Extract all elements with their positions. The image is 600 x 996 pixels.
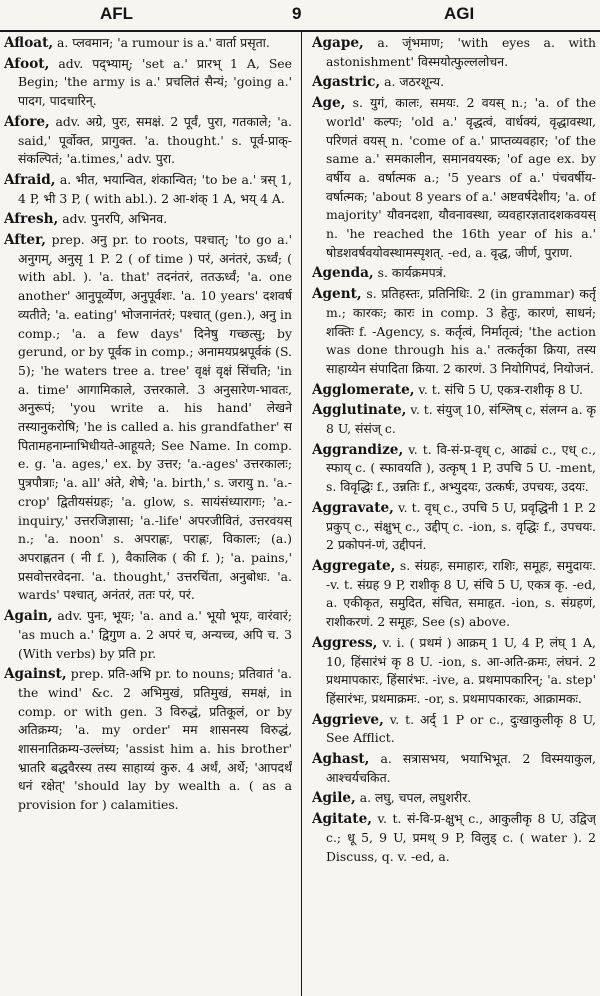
dictionary-entry — [312, 94, 596, 262]
dictionary-entry — [312, 499, 596, 555]
entry-headword: Agitate, — [312, 811, 372, 828]
entry-definition: a. जठरशून्य. — [384, 74, 445, 90]
dictionary-entry — [312, 73, 596, 92]
entry-headword: Agglomerate, — [312, 381, 415, 398]
entry-definition: a. जृंभमाण; 'with eyes a. with astonishment' विस्मयोत्फुल्ललोचन. — [326, 35, 596, 69]
entry-headword: Agape, — [312, 35, 364, 51]
dictionary-entry — [312, 711, 596, 748]
dictionary-entry — [312, 264, 596, 283]
entry-definition: prep. प्रति-अभि pr. to nouns; प्रतिवातं 'a. the wind' &c. 2 अभिमुखं, प्रतिमुखं, समक्षं, in comp. or with gen. 3 विरुद्धं, प्रतिकूलं, or by अतिक्रम्य; 'a. my order' मम शासनस्य विरुद्धं, शासनातिक्रम्य-उल्लंघ्य; 'assist him a. his brother' भ्रातरि बद्धवैरस्य तस्य साहाय्यं कुरु. 4 अर्थं, अर्थे; 'आपदर्थं धनं रक्षेत्' 'should lay by wealth a. ( as a provision for ) calamities. — [18, 666, 292, 813]
column-divider — [301, 30, 302, 996]
header-right-guide-word: AGI — [444, 4, 475, 23]
entry-headword: Aggrieve, — [312, 711, 384, 728]
dictionary-entry — [4, 665, 292, 815]
entry-definition: v. t. वृध् c., उपचि 5 U, प्रवृद्धिनी 1 P. 2 प्रकुप् c., संक्षुभ् c., उद्दीप् c. -ion, s. वृद्धिः f., उपचयः. 2 प्रकोपनं-णं, उद्दीपनं. — [326, 499, 596, 553]
dictionary-entry — [4, 55, 292, 111]
entry-definition: s. प्रतिहस्तः, प्रतिनिधिः. 2 (in grammar) कर्तृ m.; कारकः; कारः in comp. 3 हेतुः, कारणं, साधनं; शक्तिः f. -Agency, s. कर्तृत्वं, निर्मातृत्वं; 'the action was done through his a.' तत्कर्तृका क्रिया, तस्य साहाय्येन संपादिता क्रिया. 2 कारणं. 3 नियोगिपदं, नियोजनं. — [326, 286, 596, 376]
dictionary-entry — [4, 34, 292, 53]
entry-headword: Against, — [4, 666, 67, 683]
entry-definition: v. t. संयुज् 10, संश्लिष् c, संलग्न a. कृ 8 U, संसंज् c. — [326, 402, 596, 437]
entry-headword: Agglutinate, — [312, 402, 407, 419]
entry-headword: Afraid, — [4, 171, 56, 188]
dictionary-entry — [312, 401, 596, 438]
entry-definition: adv. अग्रे, पुरः, समक्षं. 2 पूर्वं, पुरा, गतकाले; 'a. said,' पूर्वोक्त, प्रागुक्त. 'a. thought.' s. पूर्व-प्राक्-संकल्पितं; 'a.times,' adv. पुरा. — [18, 113, 292, 167]
entry-headword: Again, — [4, 608, 53, 625]
dictionary-entry — [312, 750, 596, 787]
dictionary-entry — [312, 381, 596, 400]
entry-definition: adv. पुनः, भूयः; 'a. and a.' भूयो भूयः, वारंवारं; 'as much a.' द्विगुण a. 2 अपरं च, अन्यच्च, अपि च. 3 (With verbs) by प्रति pr. — [18, 608, 292, 661]
header-left-guide-word: AFL — [100, 4, 134, 23]
entry-headword: Aggravate, — [312, 499, 394, 516]
dictionary-entry — [4, 210, 292, 229]
entry-headword: Afresh, — [4, 211, 59, 228]
entry-definition: v. i. ( प्रथमं ) आक्रम् 1 U, 4 P, लंघ् 1 A, 10, हिंसारंभं कृ 8 U. -ion, s. आ-अति-क्रमः, लंघनं. 2 प्रथमापकारः, हिंसारंभः. -ive, a. प्रथमापकारिन्; 'a. step' हिंसारंभः, प्रथमाक्रमः. -or, s. प्रथमापकारकः, आक्रामकः. — [326, 634, 596, 706]
entry-definition: s. युगं, कालः, समयः. 2 वयस् n.; 'a. of the world' कल्पः; 'old a.' वृद्धत्वं, वार्धक्यं, वृद्धावस्था, परिणतं वयस् n. 'come of a.' प्राप्तव्यवहार; 'of the same a.' समकालीन, समानवयस्क; 'of age ex. by वर्षीय a. वर्षात्मक a.; '5 years of a.' पंचवर्षीय-वर्षात्मक; 'about 8 years of a.' अष्टवर्षदेशीय; 'a. of majority' यौवनदशा, यौवनावस्था, व्यवहारज्ञतादशकवयस् n. 'he reached the 16th year of his a.' षोडशवर्षवयोवस्थामस्पृशत्. -ed, a. वृद्ध, जीर्ण, पुराण. — [326, 95, 596, 260]
entry-headword: Aghast, — [312, 751, 370, 768]
entry-definition: a. प्लवमान; 'a rumour is a.' वार्ता प्रसृता. — [57, 35, 270, 50]
entry-definition: v. t. अर्द् 1 P or c., दुःखाकुलीकृ 8 U, See Afflict. — [326, 711, 596, 746]
dictionary-entry — [312, 441, 596, 497]
dictionary-entry — [312, 34, 596, 71]
page-header — [0, 0, 600, 32]
entry-headword: Age, — [312, 95, 346, 112]
entry-headword: Aggregate, — [312, 557, 396, 574]
entry-headword: Agile, — [312, 790, 356, 807]
entry-definition: adv. पद्भ्याम्; 'set a.' प्रारभ् 1 A, See Begin; 'the army is a.' प्रचलितं सैन्यं; 'going a.' पादग, पादचारिन्. — [18, 55, 292, 109]
page-number: 9 — [292, 4, 302, 23]
entry-definition: v. t. वि-सं-प्र-वृध् c, आढ्यं c., एध् c., स्फाय् c. ( स्फावयति ), उत्कृष् 1 P, उपचि 5 U. -ment, s. विवृद्धिः f., उन्नतिः f., अभ्युदयः, उत्कर्षः, उपचयः, उदयः. — [326, 441, 596, 495]
entry-definition: adv. पुनरपि, अभिनव. — [62, 211, 168, 227]
dictionary-entry — [312, 810, 596, 866]
entry-headword: Aggrandize, — [312, 441, 404, 458]
entry-definition: a. लघु, चपल, लघुशरीर. — [359, 790, 472, 806]
entry-definition: v. t. सं-वि-प्र-क्षुभ् c., आकुलीकृ 8 U, उद्विज् c.; धू 5, 9 U, प्रमथ् 9 P, विलुड् c. ( water ). 2 Discuss, q. v. -ed, a. — [326, 811, 596, 864]
entry-headword: Agastric, — [312, 74, 381, 91]
dictionary-entry — [312, 634, 596, 709]
dictionary-entry — [4, 231, 292, 605]
dictionary-entry — [4, 171, 292, 208]
entry-definition: a. भीत, भयान्वित, शंकान्वित; 'to be a.' त्रस् 1, 4 P, भी 3 P, ( with abl.). 2 आ-शंक् 1 A, भय् 4 A. — [18, 171, 292, 206]
dictionary-entry — [312, 557, 596, 632]
right-column — [312, 34, 596, 992]
entry-headword: Aggress, — [312, 634, 378, 651]
entry-definition: s. कार्यक्रमपत्रं. — [377, 265, 447, 281]
dictionary-entry — [4, 607, 292, 663]
left-column — [4, 34, 292, 992]
entry-headword: Agent, — [312, 286, 362, 303]
entry-headword: After, — [4, 232, 46, 249]
entry-headword: Afloat, — [4, 35, 54, 51]
dictionary-entry — [4, 113, 292, 169]
entry-definition: a. सत्रासभय, भयाभिभूत. 2 विस्मयाकुल, आश्चर्यचकित. — [326, 751, 596, 785]
entry-definition: s. संग्रहः, समाहारः, राशिः, समूहः, समुदायः. -v. t. संग्रह 9 P, राशीकृ 8 U, संचि 5 U, एकत्र कृ. -ed, a. एकीकृत, समुदित, संचित, समाहृत. -ion, s. संग्रहणं, राशीकरणं. 2 समूहः, See (s) above. — [326, 557, 596, 630]
entry-headword: Agenda, — [312, 265, 374, 282]
entry-definition: v. t. संचि 5 U, एकत्र-राशीकृ 8 U. — [418, 381, 583, 397]
entry-headword: Afore, — [4, 113, 50, 130]
entry-definition: prep. अनु pr. to roots, पश्चात्; 'to go a.' अनुगम्, अनुसृ 1 P. 2 ( of time ) परं, अनंतरं, ऊर्ध्वं; ( with abl. ). 'a. that' तदनंतरं, ततऊर्ध्वं; 'a. one another' आनुपूर्व्येण, अनुपूर्वशः. 'a. 10 years' दशवर्ष व्यतीते; 'a. eating' भोजनानंतरं; पश्चात् (gen.), अनु in comp.; 'a. a few days' दिनेषु गच्छत्सु; by gerund, or by पूर्वक in comp.; अनामयप्रश्नपूर्वकं (S. 5); 'he waters tree a. tree' वृक्षं वृक्षं सिंचति; 'in a. time' आगामिकाले, उत्तरकाले. 3 अनुसारेण-भावतः, अनुरूपं; 'you write a. his hand' लेखने तस्यानुकरोषि; 'he is called a. his grandfather' स पितामहनाम्नाभिधीयते-आहूयते; See Name. In comp. e. g. 'a. ages,' ex. by उत्तर; 'a.-ages' उत्तरकालः; पुत्रपौत्राः; 'a. all' अंते, शेषे; 'a. birth,' s. जरायु n. 'a.-crop' द्वितीयसंग्रहः; 'a. glow, s. सायंसंध्यारागः; 'a.-inquiry,' उत्तरजिज्ञासा; 'a.-life' अपरजीवितं, उत्तरवयस् n.; 'a. noon' s. अपराह्णः, पराह्णः, विकालः; (a.) अपराह्णतन ( नी f. ), वैकालिक ( की f. ); 'a. pains,' प्रसवोत्तरवेदना. 'a. thought,' उत्तरचिंता, अनुबोधः. 'a. wards' पश्चात्, अनंतरं, ततः परं, परं. — [18, 232, 292, 603]
entry-headword: Afoot, — [4, 55, 50, 72]
dictionary-entry — [312, 285, 596, 379]
dictionary-entry — [312, 789, 596, 808]
